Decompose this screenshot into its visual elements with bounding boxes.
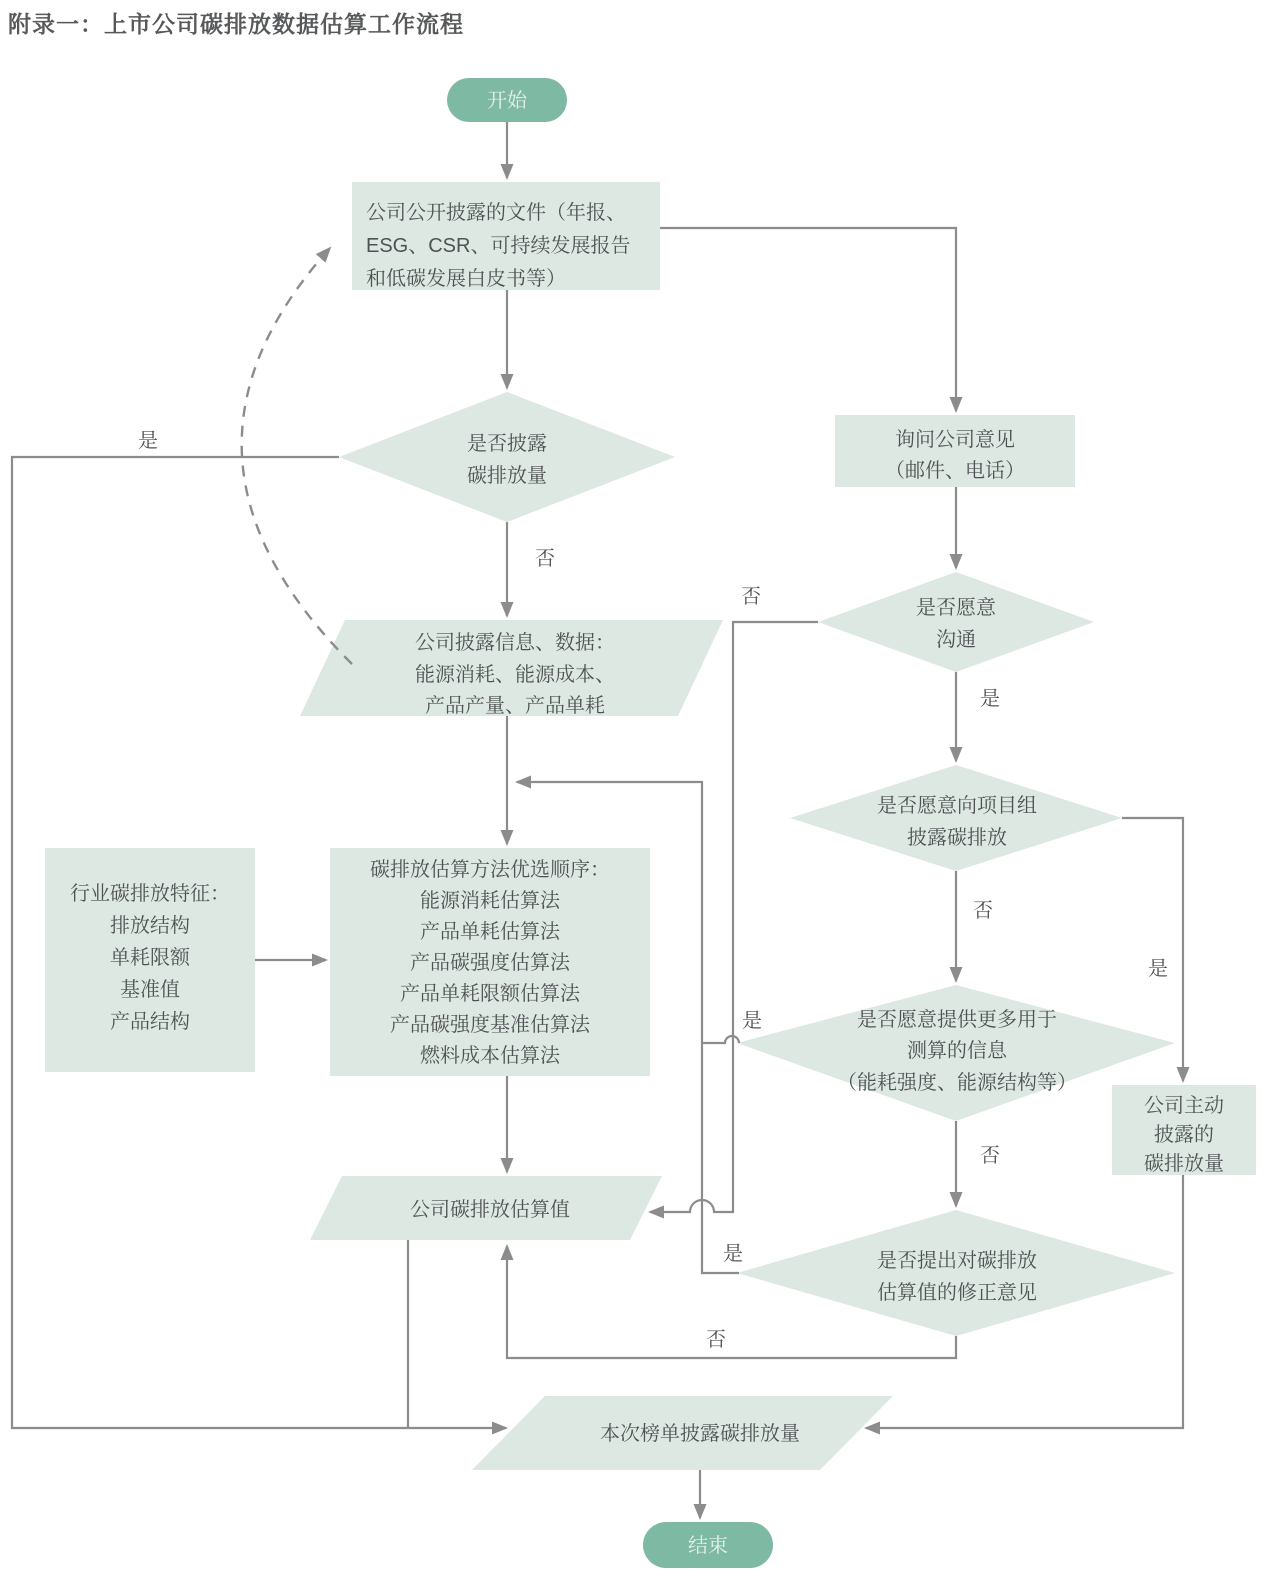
label-project-yes: 是	[1148, 958, 1168, 980]
methods-text-1: 碳排放估算方法优选顺序：	[370, 859, 610, 881]
disclose-decision-text-1: 是否披露	[467, 433, 547, 455]
final-published-text: 本次榜单披露碳排放量	[600, 1423, 800, 1445]
label-communicate-yes: 是	[980, 688, 1000, 710]
revision-decision-text-2: 估算值的修正意见	[877, 1282, 1037, 1304]
disclosed-data-text-2: 能源消耗、能源成本、	[415, 664, 615, 686]
more-info-decision-text-2: 测算的信息	[907, 1040, 1007, 1062]
ask-company-text-1: 询问公司意见	[895, 429, 1015, 451]
project-decision-text-2: 披露碳排放	[907, 827, 1007, 849]
label-more-info-yes: 是	[742, 1010, 762, 1032]
disclose-decision-text-2: 碳排放量	[467, 465, 547, 487]
start-label: 开始	[487, 90, 527, 112]
voluntary-text-1: 公司主动	[1144, 1095, 1224, 1117]
ask-company-text-2: （邮件、电话）	[885, 460, 1025, 482]
willing-communicate-decision	[818, 572, 1094, 672]
industry-text-2: 排放结构	[110, 915, 190, 937]
industry-text-3: 单耗限额	[110, 947, 190, 969]
disclosed-data-text-3: 产品产量、产品单耗	[425, 695, 605, 717]
methods-text-4: 产品碳强度估算法	[410, 952, 570, 974]
methods-text-3: 产品单耗估算法	[420, 921, 560, 943]
label-communicate-no: 否	[741, 586, 761, 608]
label-disclose-yes: 是	[138, 430, 158, 452]
methods-text-5: 产品单耗限额估算法	[400, 983, 580, 1005]
communicate-decision-text-2: 沟通	[936, 629, 976, 651]
label-revise-yes: 是	[723, 1243, 743, 1265]
more-info-decision-text-3: （能耗强度、能源结构等）	[837, 1072, 1077, 1094]
public-documents-text-2: ESG、CSR、可持续发展报告	[366, 235, 631, 257]
more-info-decision-text-1: 是否愿意提供更多用于	[857, 1009, 1057, 1031]
methods-text-2: 能源消耗估算法	[420, 890, 560, 912]
disclosed-data-text-1: 公司披露信息、数据：	[415, 632, 615, 654]
voluntary-text-3: 碳排放量	[1144, 1153, 1224, 1175]
revision-decision-text-1: 是否提出对碳排放	[877, 1250, 1037, 1272]
communicate-decision-text-1: 是否愿意	[916, 597, 996, 619]
end-label: 结束	[688, 1535, 728, 1557]
public-documents-text-3: 和低碳发展白皮书等）	[366, 268, 566, 290]
label-revise-no: 否	[706, 1329, 726, 1351]
industry-text-1: 行业碳排放特征：	[70, 883, 230, 905]
label-more-info-no: 否	[980, 1145, 1000, 1167]
voluntary-text-2: 披露的	[1154, 1124, 1214, 1146]
methods-text-6: 产品碳强度基准估算法	[390, 1014, 590, 1036]
industry-text-5: 产品结构	[110, 1011, 190, 1033]
disclose-to-project-decision	[790, 765, 1122, 871]
estimate-text: 公司碳排放估算值	[410, 1199, 570, 1221]
edge-documents-to-ask-company	[660, 228, 956, 411]
public-documents-text-1: 公司公开披露的文件（年报、	[366, 202, 626, 224]
revision-opinion-decision	[737, 1210, 1175, 1336]
methods-text-7: 燃料成本估算法	[420, 1045, 560, 1067]
label-project-no: 否	[973, 900, 993, 922]
industry-text-4: 基准值	[120, 979, 180, 1001]
label-disclose-no: 否	[535, 548, 555, 570]
project-decision-text-1: 是否愿意向项目组	[877, 795, 1037, 817]
disclose-emissions-decision	[339, 392, 675, 522]
page-title: 附录一：上市公司碳排放数据估算工作流程	[8, 11, 464, 37]
